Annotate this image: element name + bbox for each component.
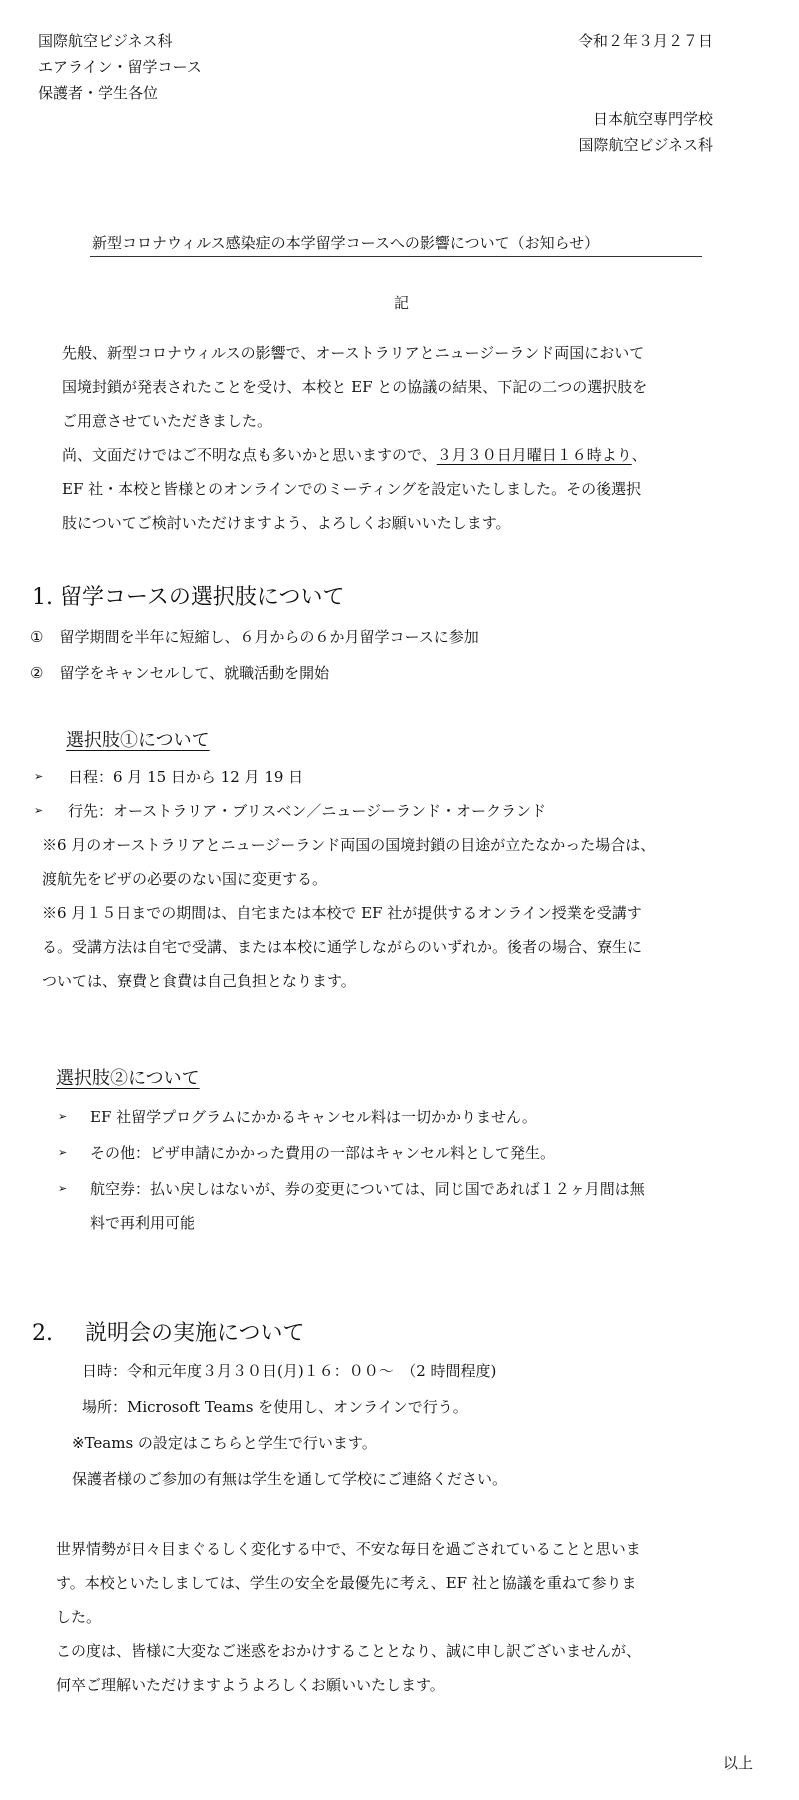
option1-bullet: 行先：オーストラリア・ブリスベン／ニュージーランド・オークランド bbox=[68, 802, 547, 820]
section2-number: 2. bbox=[32, 1321, 53, 1346]
bullet-arrow-icon: ➢ bbox=[58, 1146, 68, 1159]
option-text: 留学期間を半年に短縮し、６月からの６か月留学コースに参加 bbox=[59, 628, 479, 646]
option2-bullet: その他：ビザ申請にかかった費用の一部はキャンセル料として発生。 bbox=[90, 1144, 556, 1162]
closing-line: す。本校といたしましては、学生の安全を最優先に考え、EF 社と協議を重ねて参りま bbox=[56, 1574, 637, 1592]
intro-text: 尚、文面だけではご不明な点も多いかと思いますので、 bbox=[62, 446, 437, 464]
closing-line: この度は、皆様に大変なご迷惑をおかけすることとなり、誠に申し訳ございませんが、 bbox=[56, 1642, 642, 1660]
note-line: ※6 月のオーストラリアとニュージーランド両国の国境封鎖の目途が立たなかった場合は、 bbox=[42, 836, 656, 854]
document-date: 令和２年３月２７日 bbox=[577, 32, 713, 50]
end-marker: 以上 bbox=[722, 1754, 753, 1772]
closing-paragraph bbox=[56, 1532, 641, 1702]
recipient-line: 保護者・学生各位 bbox=[38, 84, 159, 102]
bullet-arrow-icon: ➢ bbox=[58, 1110, 68, 1123]
intro-line: 国境封鎖が発表されたことを受け、本校と EF との協議の結果、下記の二つの選択肢を bbox=[62, 378, 648, 396]
closing-line: 何卒ご理解いただけますようよろしくお願いいたします。 bbox=[56, 1676, 445, 1694]
option-text: 留学をキャンセルして、就職活動を開始 bbox=[59, 664, 330, 682]
meeting-datetime: ３月３０日月曜日１６時より bbox=[436, 446, 632, 464]
recipient-line: エアライン・留学コース bbox=[38, 58, 202, 76]
bullet-arrow-icon: ➢ bbox=[34, 804, 44, 817]
document-title: 新型コロナウィルス感染症の本学留学コースへの影響について（お知らせ） bbox=[92, 234, 600, 252]
option1-bullet: 日程：6 月 15 日から 12 月 19 日 bbox=[68, 768, 304, 786]
ki-marker: 記 bbox=[394, 294, 410, 312]
section2-heading bbox=[32, 1316, 305, 1347]
section2-title: 説明会の実施について bbox=[85, 1321, 305, 1346]
intro-text: 、 bbox=[631, 446, 647, 464]
teams-note: ※Teams の設定はこちらと学生で行います。 bbox=[72, 1434, 377, 1452]
section1-heading: 1. 留学コースの選択肢について bbox=[32, 585, 345, 610]
option-item bbox=[30, 662, 329, 683]
option-mark: ② bbox=[30, 664, 44, 682]
meeting-location-line: 場所：Microsoft Teams を使用し、オンラインで行う。 bbox=[82, 1398, 468, 1416]
note-line: 渡航先をビザの必要のない国に変更する。 bbox=[42, 870, 328, 888]
intro-line: EF 社・本校と皆様とのオンラインでのミーティングを設定いたしました。その後選択 bbox=[62, 480, 642, 498]
bullet-arrow-icon: ➢ bbox=[58, 1182, 68, 1195]
option2-heading: 選択肢②について bbox=[56, 1068, 200, 1089]
option-mark: ① bbox=[30, 628, 44, 646]
sender-department: 国際航空ビジネス科 bbox=[578, 136, 713, 154]
closing-line: した。 bbox=[56, 1608, 102, 1626]
option1-notes bbox=[42, 828, 655, 998]
option2-bullet-continuation: 料で再利用可能 bbox=[90, 1214, 196, 1232]
meeting-datetime-line: 日時：令和元年度３月３０日(月)１６：００～ （2 時間程度) bbox=[82, 1362, 497, 1380]
recipient-line: 国際航空ビジネス科 bbox=[38, 32, 173, 50]
note-line: ※6 月１５日までの期間は、自宅または本校で EF 社が提供するオンライン授業を受講す bbox=[42, 904, 642, 922]
guardian-note: 保護者様のご参加の有無は学生を通して学校にご連絡ください。 bbox=[72, 1470, 508, 1488]
bullet-arrow-icon: ➢ bbox=[34, 770, 44, 783]
closing-line: 世界情勢が日々目まぐるしく変化する中で、不安な毎日を過ごされていることと思いま bbox=[56, 1540, 641, 1558]
option1-heading: 選択肢①について bbox=[66, 730, 210, 751]
option2-bullet: EF 社留学プログラムにかかるキャンセル料は一切かかりません。 bbox=[90, 1108, 537, 1126]
option-item bbox=[30, 626, 479, 647]
intro-line: 肢についてご検討いただけますよう、よろしくお願いいたします。 bbox=[62, 514, 511, 532]
intro-line bbox=[62, 438, 647, 472]
intro-line: ご用意させていただきました。 bbox=[62, 412, 273, 430]
note-line: る。受講方法は自宅で受講、または本校に通学しながらのいずれか。後者の場合、寮生に bbox=[42, 938, 643, 956]
note-line: ついては、寮費と食費は自己負担となります。 bbox=[42, 972, 356, 990]
sender-school: 日本航空専門学校 bbox=[592, 110, 713, 128]
intro-line: 先般、新型コロナウィルスの影響で、オーストラリアとニュージーランド両国において bbox=[62, 344, 645, 362]
intro-paragraph bbox=[62, 336, 647, 540]
option2-bullet: 航空券：払い戻しはないが、券の変更については、同じ国であれば１２ヶ月間は無 bbox=[90, 1180, 645, 1198]
title-underline bbox=[90, 256, 702, 257]
